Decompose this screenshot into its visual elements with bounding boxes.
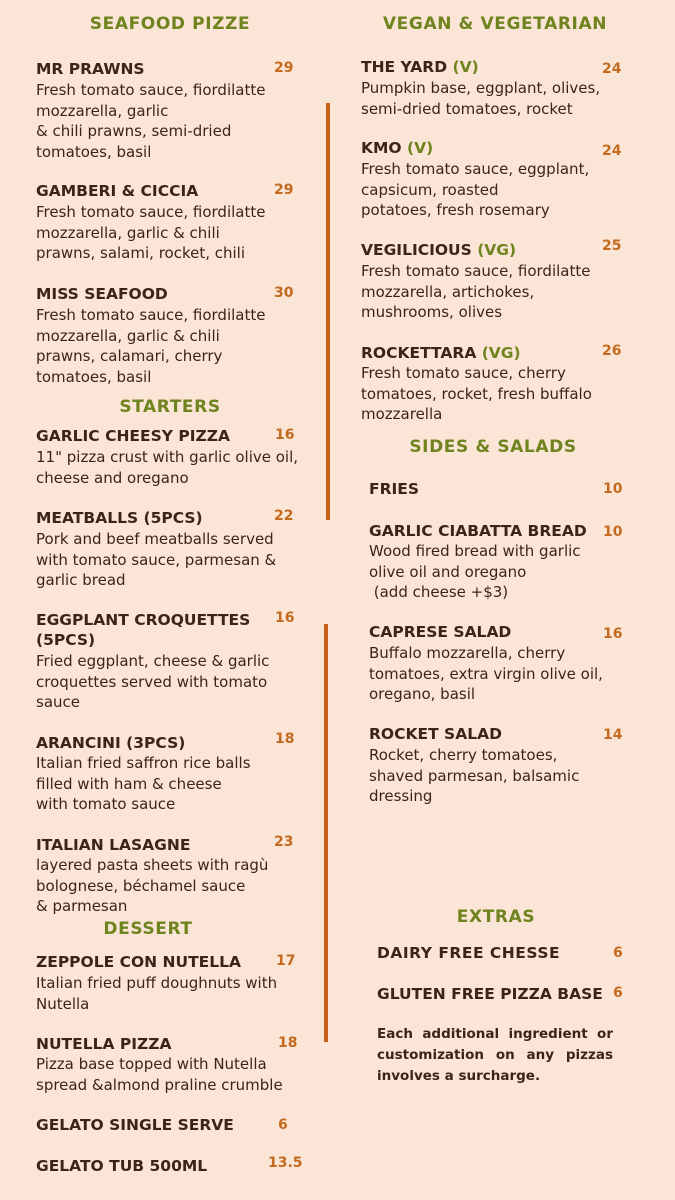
menu-item-description: Pizza base topped with Nutella spread &almond praline crumble	[36, 1055, 283, 1094]
menu-item-name: CAPRESE SALAD	[369, 623, 512, 641]
menu-item-price: 18	[275, 731, 295, 747]
menu-item-price: 10	[603, 481, 623, 497]
menu-item-description: Buffalo mozzarella, cherry tomatoes, extra virgin olive oil, oregano, basil	[369, 644, 603, 703]
menu-item-name: ARANCINI (3PCS)	[36, 734, 186, 752]
menu-item-price: 22	[274, 508, 294, 524]
menu-item-price: 6	[613, 945, 623, 961]
menu-item-name: EGGPLANT CROQUETTES (5PCS)	[36, 611, 251, 649]
section-heading-dessert: DESSERT	[103, 919, 193, 939]
menu-item-description: Italian fried saffron rice balls filled with ham & cheese with tomato sauce	[36, 754, 251, 813]
section-heading-sides: SIDES & SALADS	[409, 437, 577, 457]
menu-item-name: ROCKET SALAD	[369, 725, 502, 743]
divider-line-top	[326, 103, 330, 520]
section-heading-starters: STARTERS	[119, 397, 221, 417]
menu-item-price: 16	[603, 626, 623, 642]
menu-item-price: 24	[602, 61, 622, 77]
menu-item-description: Wood fired bread with garlic olive oil and oregano (add cheese +$3)	[369, 542, 581, 601]
menu-item-description: 11" pizza crust with garlic olive oil, cheese and oregano	[36, 448, 299, 487]
menu-item-description: Pumpkin base, eggplant, olives, semi-dried tomatoes, rocket	[361, 79, 601, 118]
menu-item-name: DAIRY FREE CHESSE	[377, 944, 561, 962]
menu-item-description: Rocket, cherry tomatoes, shaved parmesan, balsamic dressing	[369, 746, 580, 805]
section-heading-seafood: SEAFOOD PIZZE	[89, 14, 251, 34]
menu-item-description: Fried eggplant, cheese & garlic croquettes served with tomato sauce	[36, 652, 270, 711]
menu-item-description: Fresh tomato sauce, fiordilatte mozzarella, garlic & chili prawns, salami, rocket, chili	[36, 203, 266, 262]
menu-item-name: NUTELLA PIZZA	[36, 1035, 172, 1053]
menu-item-name: FRIES	[369, 480, 420, 498]
menu-item-name: THE YARD (V)	[361, 58, 479, 76]
menu-item-price: 6	[278, 1117, 288, 1133]
menu-item-price: 25	[602, 238, 622, 254]
menu-item-name: GLUTEN FREE PIZZA BASE	[377, 985, 603, 1003]
menu-item-price: 16	[275, 610, 295, 626]
menu-item-price: 29	[274, 182, 294, 198]
menu-item-price: 6	[613, 985, 623, 1001]
divider-line-bottom	[324, 624, 328, 1042]
menu-item-description: Fresh tomato sauce, fiordilatte mozzarella, garlic & chili prawns, semi-dried tomatoes, basil	[36, 81, 266, 161]
menu-item-name: ITALIAN LASAGNE	[36, 836, 191, 854]
menu-item-name: GELATO SINGLE SERVE	[36, 1116, 234, 1134]
menu-item-description: layered pasta sheets with ragù bolognese, béchamel sauce & parmesan	[36, 856, 269, 915]
section-heading-extras: EXTRAS	[456, 907, 536, 927]
menu-item-name: ZEPPOLE CON NUTELLA	[36, 953, 241, 971]
menu-item-price: 17	[276, 953, 296, 969]
section-heading-vegan: VEGAN & VEGETARIAN	[382, 14, 608, 34]
menu-item-name: ROCKETTARA (VG)	[361, 344, 521, 362]
menu-item-name: KMO (V)	[361, 139, 434, 157]
menu-item-description: Fresh tomato sauce, eggplant, capsicum, roasted potatoes, fresh rosemary	[361, 160, 590, 219]
menu-item-name: GARLIC CIABATTA BREAD	[369, 522, 587, 540]
menu-item-price: 30	[274, 285, 294, 301]
menu-item-price: 14	[603, 727, 623, 743]
menu-item-description: Fresh tomato sauce, cherry tomatoes, rocket, fresh buffalo mozzarella	[361, 364, 592, 423]
menu-item-price: 13.5	[268, 1155, 303, 1171]
menu-item-name: MR PRAWNS	[36, 60, 145, 78]
menu-item-price: 16	[275, 427, 295, 443]
menu-item-price: 24	[602, 143, 622, 159]
menu-item-name: GELATO TUB 500ML	[36, 1157, 208, 1175]
menu-item-price: 29	[274, 60, 294, 76]
menu-item-description: Pork and beef meatballs served with tomato sauce, parmesan & garlic bread	[36, 530, 277, 589]
menu-item-description: Italian fried puff doughnuts with Nutella	[36, 974, 278, 1013]
menu-item-price: 10	[603, 524, 623, 540]
menu-item-description: Fresh tomato sauce, fiordilatte mozzarella, artichokes, mushrooms, olives	[361, 262, 591, 321]
menu-item-description: Fresh tomato sauce, fiordilatte mozzarella, garlic & chili prawns, calamari, cherry tomatoes, basil	[36, 306, 266, 386]
menu-item-name: VEGILICIOUS (VG)	[361, 241, 517, 259]
menu-item-name: GARLIC CHEESY PIZZA	[36, 427, 230, 445]
menu-item-name: MEATBALLS (5PCS)	[36, 509, 203, 527]
menu-item-name: MISS SEAFOOD	[36, 285, 168, 303]
menu-item-price: 26	[602, 343, 622, 359]
menu-item-name: GAMBERI & CICCIA	[36, 182, 199, 200]
extras-surcharge-note: Each additional ingredient or customization on any pizzas involves a surcharge.	[377, 1026, 613, 1084]
menu-item-price: 18	[278, 1035, 298, 1051]
menu-item-price: 23	[274, 834, 294, 850]
